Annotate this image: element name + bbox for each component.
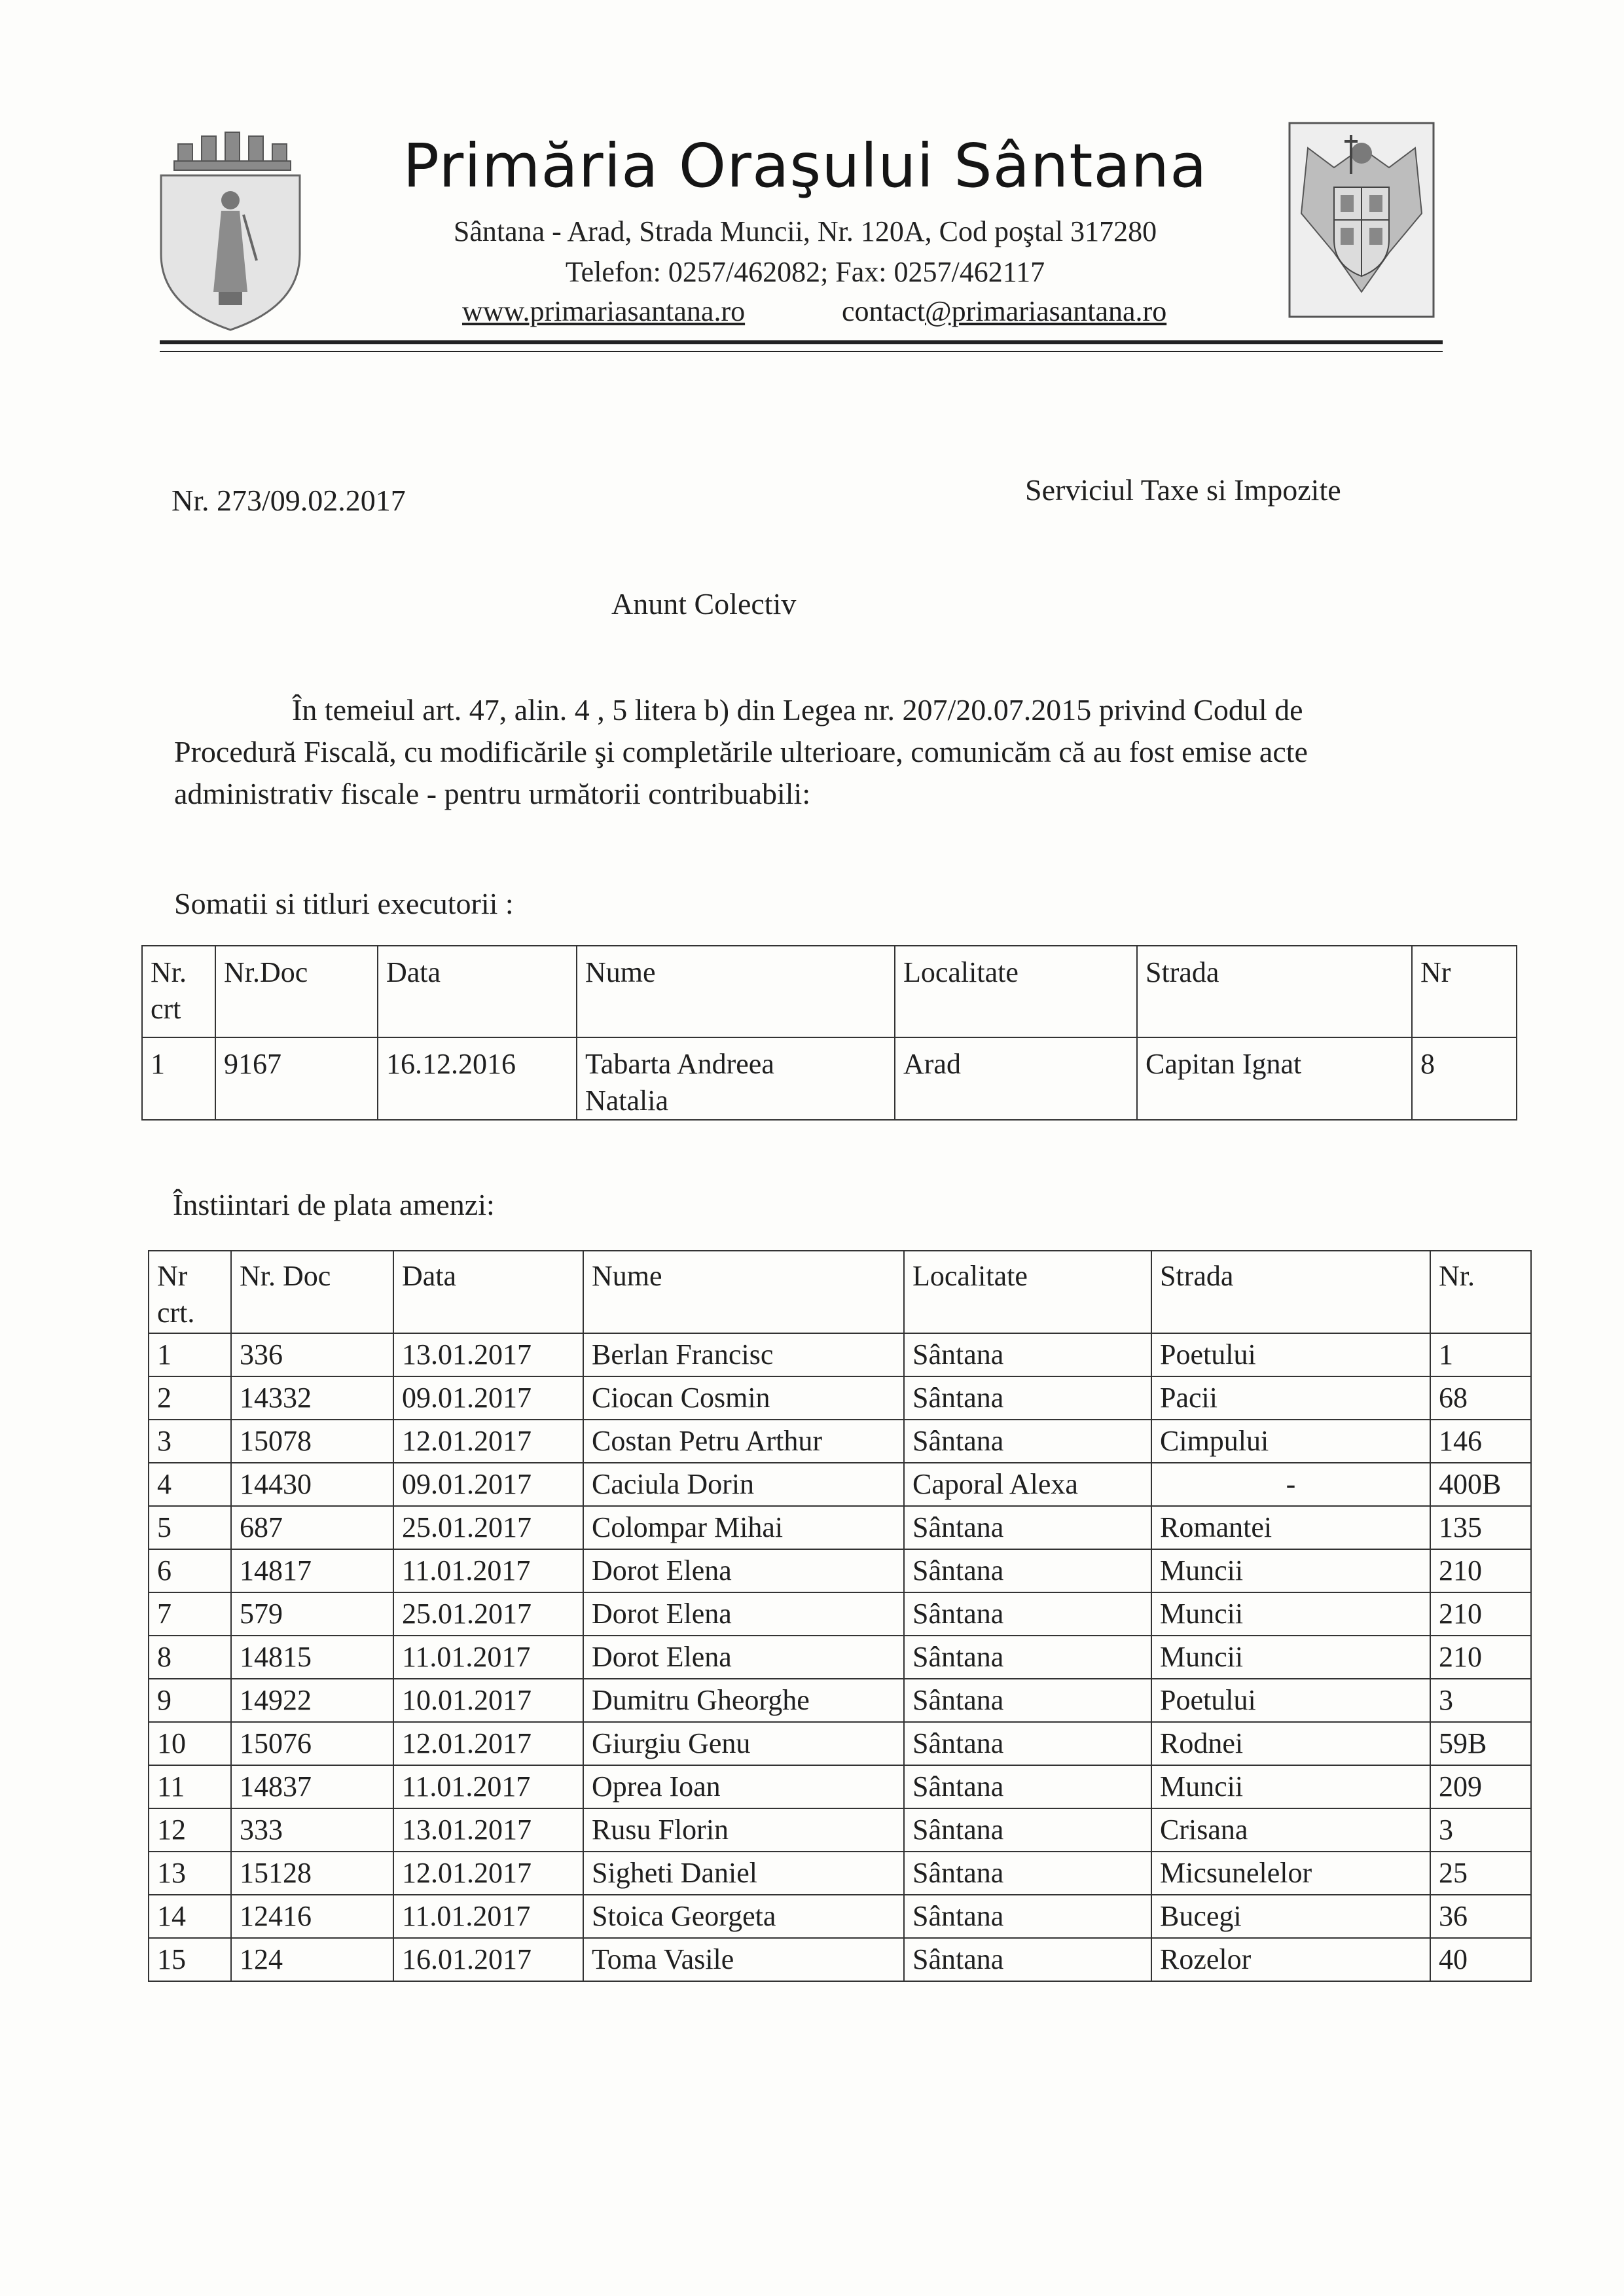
cell-nr-crt: 4	[149, 1463, 231, 1506]
cell-nr-crt: 7	[149, 1592, 231, 1636]
cell-nume: Dorot Elena	[583, 1549, 904, 1592]
cell-data: 11.01.2017	[393, 1765, 583, 1808]
cell-nume: Tabarta Andreea Natalia	[577, 1037, 895, 1120]
cell-localitate: Sântana	[904, 1722, 1151, 1765]
cell-strada: Muncii	[1151, 1636, 1430, 1679]
cell-nr-crt: 6	[149, 1549, 231, 1592]
cell-data: 11.01.2017	[393, 1636, 583, 1679]
cell-nr: 8	[1412, 1037, 1517, 1120]
cell-nume: Sigheti Daniel	[583, 1852, 904, 1895]
column-header-data: Data	[378, 946, 577, 1037]
intro-line-2: Procedură Fiscală, cu modificările şi completările ulterioare, comunicăm că au fost emise acte	[174, 735, 1308, 768]
cell-nr: 1	[1430, 1333, 1531, 1376]
cell-nr-doc: 15128	[231, 1852, 393, 1895]
cell-nr-crt: 9	[149, 1679, 231, 1722]
cell-nr-doc: 14815	[231, 1636, 393, 1679]
cell-localitate: Sântana	[904, 1679, 1151, 1722]
department-name: Serviciul Taxe si Impozite	[1025, 473, 1341, 507]
cell-nume: Dorot Elena	[583, 1592, 904, 1636]
cell-nume: Dumitru Gheorghe	[583, 1679, 904, 1722]
cell-nr-crt: 13	[149, 1852, 231, 1895]
cell-nume: Stoica Georgeta	[583, 1895, 904, 1938]
cell-data: 10.01.2017	[393, 1679, 583, 1722]
cell-nr-doc: 14332	[231, 1376, 393, 1420]
cell-data: 11.01.2017	[393, 1549, 583, 1592]
cell-localitate: Sântana	[904, 1852, 1151, 1895]
cell-localitate: Sântana	[904, 1895, 1151, 1938]
website-link[interactable]: www.primariasantana.ro	[462, 295, 746, 327]
cell-nr-doc: 12416	[231, 1895, 393, 1938]
cell-localitate: Sântana	[904, 1549, 1151, 1592]
header-rule-thin	[160, 351, 1443, 352]
cell-nr-doc: 124	[231, 1938, 393, 1981]
fines-table	[148, 1250, 1532, 1982]
column-header-data: Data	[393, 1251, 583, 1333]
cell-nr-doc: 333	[231, 1808, 393, 1852]
intro-line-1: În temeiul art. 47, alin. 4 , 5 litera b) din Legea nr. 207/20.07.2015 privind Codul de	[292, 693, 1303, 726]
table-header-row	[149, 1251, 1531, 1333]
cell-nr: 68	[1430, 1376, 1531, 1420]
cell-nume: Ciocan Cosmin	[583, 1376, 904, 1420]
column-header-nr: Nr	[1412, 946, 1517, 1037]
cell-nr: 210	[1430, 1549, 1531, 1592]
cell-nr: 135	[1430, 1506, 1531, 1549]
summons-table	[141, 945, 1517, 1121]
column-header-nr: Nr.	[1430, 1251, 1531, 1333]
table-row	[149, 1333, 1531, 1376]
city-coat-of-arms-emblem	[154, 130, 306, 334]
cell-data: 13.01.2017	[393, 1808, 583, 1852]
table-row	[149, 1376, 1531, 1420]
cell-strada: Cimpului	[1151, 1420, 1430, 1463]
cell-nr-doc: 336	[231, 1333, 393, 1376]
cell-strada: Micsunelelor	[1151, 1852, 1430, 1895]
column-header-nr-crt: Nr crt.	[149, 1251, 231, 1333]
cell-nr-doc: 14922	[231, 1679, 393, 1722]
header-rule-thick	[160, 340, 1443, 344]
cell-nr-doc: 14817	[231, 1549, 393, 1592]
cell-strada: Poetului	[1151, 1333, 1430, 1376]
registration-number: Nr. 273/09.02.2017	[171, 484, 406, 517]
institution-title: Primăria Oraşului Sântana	[403, 131, 1208, 201]
cell-nr-crt: 8	[149, 1636, 231, 1679]
cell-nr: 400B	[1430, 1463, 1531, 1506]
cell-localitate: Sântana	[904, 1938, 1151, 1981]
table-row	[149, 1420, 1531, 1463]
table-header-row	[142, 946, 1517, 1037]
cell-nume: Caciula Dorin	[583, 1463, 904, 1506]
cell-localitate: Sântana	[904, 1765, 1151, 1808]
cell-nr: 210	[1430, 1636, 1531, 1679]
cell-strada: Rozelor	[1151, 1938, 1430, 1981]
cell-localitate: Sântana	[904, 1592, 1151, 1636]
phone-fax-line: Telefon: 0257/462082; Fax: 0257/462117	[565, 256, 1045, 288]
cell-nume: Colompar Mihai	[583, 1506, 904, 1549]
cell-nr-doc: 15076	[231, 1722, 393, 1765]
address-line: Sântana - Arad, Strada Muncii, Nr. 120A, Cod poştal 317280	[453, 215, 1157, 247]
cell-data: 12.01.2017	[393, 1852, 583, 1895]
cell-nr-crt: 5	[149, 1506, 231, 1549]
table-row	[149, 1895, 1531, 1938]
table-row	[149, 1765, 1531, 1808]
column-header-nr-crt: Nr. crt	[142, 946, 215, 1037]
cell-data: 16.01.2017	[393, 1938, 583, 1981]
cell-strada: Capitan Ignat	[1137, 1037, 1412, 1120]
cell-nr: 25	[1430, 1852, 1531, 1895]
cell-nr-crt: 3	[149, 1420, 231, 1463]
cell-localitate: Sântana	[904, 1636, 1151, 1679]
column-header-nr-doc: Nr. Doc	[231, 1251, 393, 1333]
cell-nr: 40	[1430, 1938, 1531, 1981]
cell-localitate: Sântana	[904, 1506, 1151, 1549]
cell-localitate: Sântana	[904, 1333, 1151, 1376]
cell-nume: Berlan Francisc	[583, 1333, 904, 1376]
table-row	[149, 1938, 1531, 1981]
document-title: Anunt Colectiv	[611, 587, 797, 620]
national-coat-of-arms-emblem	[1288, 122, 1435, 318]
column-header-nume: Nume	[577, 946, 895, 1037]
cell-nr: 209	[1430, 1765, 1531, 1808]
cell-nume: Costan Petru Arthur	[583, 1420, 904, 1463]
cell-nr-crt: 12	[149, 1808, 231, 1852]
table-row	[149, 1506, 1531, 1549]
column-header-nume: Nume	[583, 1251, 904, 1333]
cell-strada: Pacii	[1151, 1376, 1430, 1420]
cell-nume: Toma Vasile	[583, 1938, 904, 1981]
email-domain: @primariasantana.ro	[925, 295, 1167, 327]
cell-localitate: Arad	[895, 1037, 1137, 1120]
cell-data: 16.12.2016	[378, 1037, 577, 1120]
table-row	[149, 1852, 1531, 1895]
cell-nr-doc: 9167	[215, 1037, 378, 1120]
table-row	[149, 1636, 1531, 1679]
cell-nr-crt: 1	[142, 1037, 215, 1120]
cell-nr-crt: 11	[149, 1765, 231, 1808]
table-row	[149, 1549, 1531, 1592]
cell-data: 12.01.2017	[393, 1722, 583, 1765]
cell-data: 09.01.2017	[393, 1376, 583, 1420]
email-prefix: contact	[842, 295, 926, 327]
table-row	[149, 1592, 1531, 1636]
cell-data: 09.01.2017	[393, 1463, 583, 1506]
column-header-localitate: Localitate	[904, 1251, 1151, 1333]
cell-nr-doc: 15078	[231, 1420, 393, 1463]
table-row	[149, 1463, 1531, 1506]
cell-nr-doc: 579	[231, 1592, 393, 1636]
cell-nume: Dorot Elena	[583, 1636, 904, 1679]
cell-strada: Rodnei	[1151, 1722, 1430, 1765]
cell-nr: 3	[1430, 1679, 1531, 1722]
cell-localitate: Sântana	[904, 1420, 1151, 1463]
cell-nume: Giurgiu Genu	[583, 1722, 904, 1765]
cell-nr: 210	[1430, 1592, 1531, 1636]
column-header-nr-doc: Nr.Doc	[215, 946, 378, 1037]
cell-nr: 146	[1430, 1420, 1531, 1463]
cell-nr: 36	[1430, 1895, 1531, 1938]
table-row	[149, 1679, 1531, 1722]
table-row	[149, 1722, 1531, 1765]
email-address[interactable]	[842, 295, 1166, 328]
column-header-strada: Strada	[1151, 1251, 1430, 1333]
cell-data: 13.01.2017	[393, 1333, 583, 1376]
cell-nume: Rusu Florin	[583, 1808, 904, 1852]
cell-nume: Oprea Ioan	[583, 1765, 904, 1808]
cell-data: 25.01.2017	[393, 1506, 583, 1549]
cell-nr-doc: 687	[231, 1506, 393, 1549]
cell-strada: Bucegi	[1151, 1895, 1430, 1938]
cell-localitate: Caporal Alexa	[904, 1463, 1151, 1506]
cell-data: 25.01.2017	[393, 1592, 583, 1636]
cell-strada: Muncii	[1151, 1549, 1430, 1592]
cell-nr: 3	[1430, 1808, 1531, 1852]
cell-nr: 59B	[1430, 1722, 1531, 1765]
cell-nr-crt: 2	[149, 1376, 231, 1420]
section-heading-fines: Înstiintari de plata amenzi:	[173, 1188, 495, 1221]
cell-localitate: Sântana	[904, 1376, 1151, 1420]
cell-nr-crt: 15	[149, 1938, 231, 1981]
cell-strada: Muncii	[1151, 1765, 1430, 1808]
cell-data: 11.01.2017	[393, 1895, 583, 1938]
cell-nr-crt: 14	[149, 1895, 231, 1938]
cell-nr-crt: 10	[149, 1722, 231, 1765]
column-header-localitate: Localitate	[895, 946, 1137, 1037]
table-row	[149, 1808, 1531, 1852]
cell-nr-doc: 14430	[231, 1463, 393, 1506]
cell-strada: Romantei	[1151, 1506, 1430, 1549]
cell-strada: -	[1151, 1463, 1430, 1506]
section-heading-summons: Somatii si titluri executorii :	[174, 887, 514, 920]
cell-data: 12.01.2017	[393, 1420, 583, 1463]
cell-strada: Muncii	[1151, 1592, 1430, 1636]
cell-nr-crt: 1	[149, 1333, 231, 1376]
table-row	[142, 1037, 1517, 1120]
column-header-strada: Strada	[1137, 946, 1412, 1037]
intro-line-3: administrativ fiscale - pentru următorii contribuabili:	[174, 777, 811, 810]
cell-localitate: Sântana	[904, 1808, 1151, 1852]
cell-strada: Poetului	[1151, 1679, 1430, 1722]
cell-nr-doc: 14837	[231, 1765, 393, 1808]
cell-strada: Crisana	[1151, 1808, 1430, 1852]
